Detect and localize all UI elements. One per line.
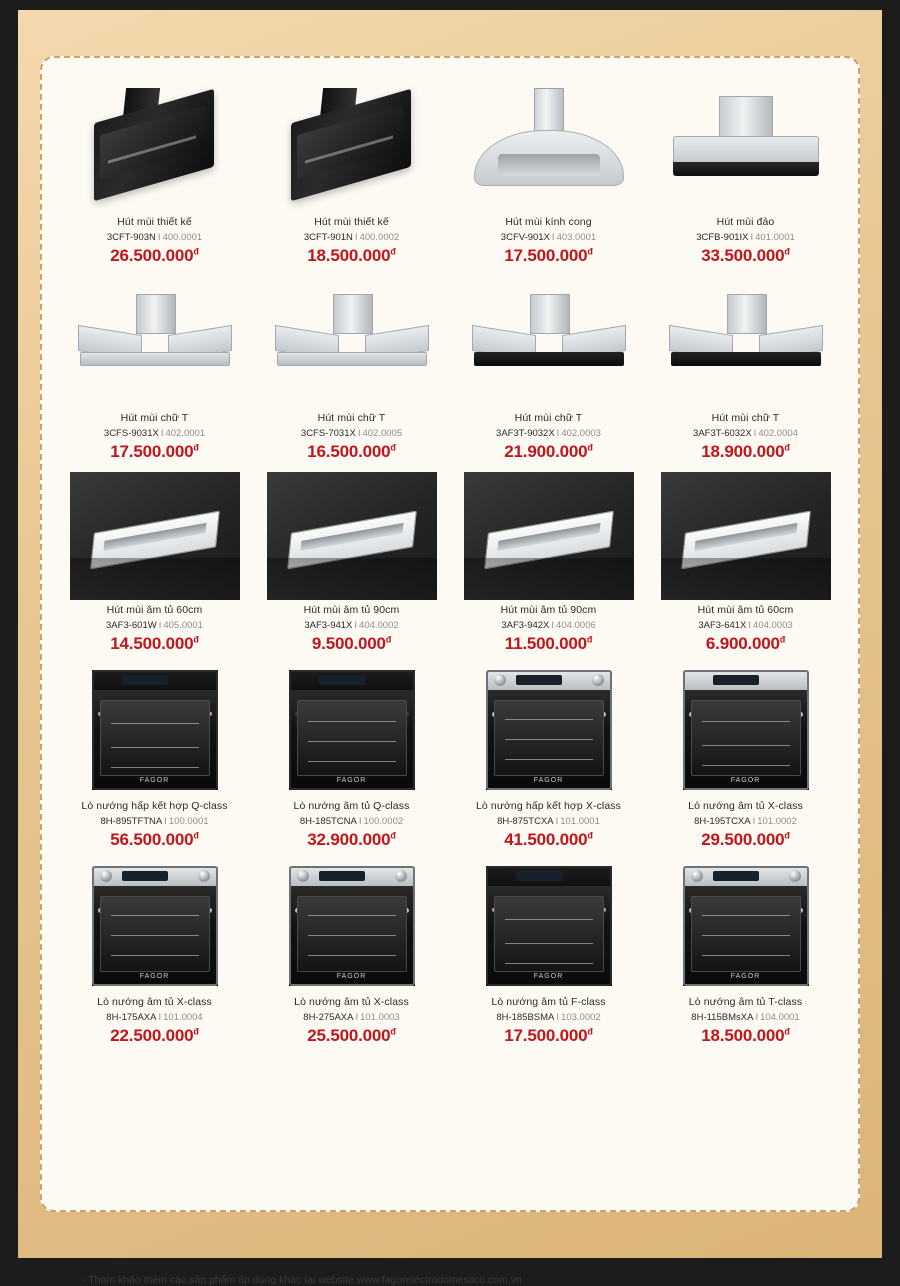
product-price — [312, 634, 391, 654]
product-code — [106, 1012, 202, 1023]
product-ref: 402.0005 — [362, 428, 403, 439]
price-value: 16.500.000 — [307, 442, 391, 461]
product-card — [647, 270, 844, 466]
price-value: 21.900.000 — [504, 442, 588, 461]
product-price — [504, 1026, 592, 1046]
price-value: 18.500.000 — [307, 246, 391, 265]
product-price — [307, 830, 395, 850]
currency-symbol: đ — [390, 442, 396, 453]
product-price — [504, 442, 592, 462]
product-model: 3CFT-903N — [106, 232, 156, 243]
product-price — [110, 442, 198, 462]
product-code — [496, 428, 601, 439]
product-card — [253, 270, 450, 466]
price-value: 18.900.000 — [701, 442, 785, 461]
price-value: 56.500.000 — [110, 830, 194, 849]
product-ref: 403.0001 — [556, 232, 597, 243]
product-ref: 405.0001 — [163, 620, 203, 631]
product-image: FAGOR — [257, 860, 446, 992]
product-ref: 400.0002 — [359, 232, 400, 243]
product-image: FAGOR — [257, 664, 446, 796]
product-code — [100, 816, 208, 827]
code-separator: I — [551, 620, 555, 631]
product-ref: 404.0003 — [753, 620, 793, 631]
code-separator: I — [160, 428, 164, 439]
product-ref: 402.0003 — [561, 428, 601, 439]
product-code — [497, 816, 600, 827]
product-image — [60, 276, 249, 408]
product-ref: 400.0001 — [162, 232, 203, 243]
product-image: FAGOR — [454, 860, 643, 992]
product-card — [647, 74, 844, 270]
product-model: 8H-875TCXA — [497, 816, 554, 827]
currency-symbol: đ — [193, 442, 199, 453]
currency-symbol: đ — [779, 634, 786, 645]
price-value: 41.500.000 — [504, 830, 588, 849]
product-price — [505, 634, 592, 654]
product-card — [450, 466, 647, 658]
product-code — [106, 620, 203, 631]
product-code — [303, 1012, 399, 1023]
product-code — [304, 232, 399, 243]
code-separator: I — [556, 1012, 560, 1023]
product-image — [257, 472, 446, 600]
product-name: Hút mùi thiết kế — [117, 216, 192, 228]
currency-symbol: đ — [390, 830, 396, 841]
product-name: Hút mùi chữ T — [514, 412, 583, 424]
product-price — [307, 1026, 395, 1046]
product-name: Lò nướng âm tủ X-class — [97, 996, 212, 1008]
product-image: FAGOR — [651, 664, 840, 796]
code-separator: I — [551, 232, 555, 243]
product-card — [450, 270, 647, 466]
product-code — [300, 816, 403, 827]
catalog-page — [18, 10, 882, 1286]
product-ref: 101.0004 — [163, 1012, 203, 1023]
product-name: Lò nướng âm tủ F-class — [491, 996, 606, 1008]
product-model: 3CFB-901IX — [696, 232, 749, 243]
product-image — [651, 472, 840, 600]
currency-symbol: đ — [587, 246, 593, 257]
product-image: FAGOR — [651, 860, 840, 992]
product-card — [450, 658, 647, 854]
currency-symbol: đ — [784, 830, 790, 841]
product-ref: 101.0003 — [360, 1012, 400, 1023]
product-ref: 100.0001 — [168, 816, 209, 827]
product-ref: 404.0002 — [359, 620, 399, 631]
product-card — [450, 854, 647, 1050]
product-name: Hút mùi thiết kế — [314, 216, 389, 228]
code-separator: I — [358, 816, 362, 827]
product-card — [647, 466, 844, 658]
product-code — [496, 1012, 600, 1023]
currency-symbol: đ — [385, 634, 392, 645]
product-image — [454, 472, 643, 600]
product-card — [253, 74, 450, 270]
product-code — [691, 1012, 799, 1023]
currency-symbol: đ — [784, 1026, 790, 1037]
price-value: 26.500.000 — [110, 246, 194, 265]
code-separator: I — [158, 1012, 162, 1023]
product-code — [698, 620, 792, 631]
product-name: Hút mùi chữ T — [317, 412, 386, 424]
product-ref: 104.0001 — [760, 1012, 800, 1023]
product-card — [647, 854, 844, 1050]
product-price — [504, 246, 592, 266]
product-model: 3AF3-601W — [106, 620, 157, 631]
price-value: 17.500.000 — [110, 442, 194, 461]
product-model: 8H-175AXA — [106, 1012, 157, 1023]
product-ref: 404.0006 — [556, 620, 596, 631]
price-value: 32.900.000 — [307, 830, 391, 849]
price-value: 17.500.000 — [504, 1026, 588, 1045]
product-image — [60, 472, 249, 600]
product-price — [110, 246, 198, 266]
price-value: 22.500.000 — [110, 1026, 194, 1045]
product-code — [107, 232, 202, 243]
price-value: 14.500.000 — [110, 634, 194, 653]
product-model: 3AF3-641X — [698, 620, 747, 631]
product-card — [253, 466, 450, 658]
currency-symbol: đ — [390, 1026, 396, 1037]
code-separator: I — [750, 232, 754, 243]
price-value: 17.500.000 — [504, 246, 588, 265]
product-code — [304, 620, 398, 631]
product-model: 8H-195TCXA — [694, 816, 751, 827]
product-name: Lò nướng âm tủ X-class — [294, 996, 409, 1008]
product-name: Lò nướng âm tủ X-class — [688, 800, 803, 812]
product-image — [60, 80, 249, 212]
product-ref: 402.0004 — [758, 428, 798, 439]
product-model: 3CFV-901X — [500, 232, 550, 243]
product-model: 3AF3-941X — [304, 620, 353, 631]
product-name: Hút mùi âm tủ 90cm — [303, 604, 400, 616]
product-ref: 103.0002 — [561, 1012, 601, 1023]
product-model: 3CFS-7031X — [300, 428, 356, 439]
price-value: 25.500.000 — [307, 1026, 391, 1045]
product-code — [694, 816, 797, 827]
product-code — [696, 232, 795, 243]
product-price — [504, 830, 592, 850]
product-card — [56, 74, 253, 270]
code-separator: I — [354, 620, 358, 631]
code-separator: I — [555, 816, 559, 827]
code-separator: I — [354, 232, 358, 243]
product-price — [307, 246, 395, 266]
product-image: FAGOR — [454, 664, 643, 796]
product-name: Hút mùi kính cong — [505, 216, 592, 228]
product-model: 8H-895TFTNA — [100, 816, 163, 827]
code-separator: I — [164, 816, 167, 827]
product-model: 3AF3-942X — [501, 620, 550, 631]
product-name: Hút mùi đảo — [716, 216, 775, 228]
product-model: 3AF3T-6032X — [693, 428, 752, 439]
product-card — [56, 270, 253, 466]
code-separator: I — [748, 620, 752, 631]
currency-symbol: đ — [586, 634, 593, 645]
price-value: 33.500.000 — [701, 246, 785, 265]
price-value: 18.500.000 — [701, 1026, 785, 1045]
code-separator: I — [357, 428, 361, 439]
product-code — [501, 620, 595, 631]
product-ref: 101.0001 — [560, 816, 600, 827]
product-price — [110, 1026, 198, 1046]
product-price — [307, 442, 395, 462]
product-price — [701, 442, 789, 462]
product-price — [706, 634, 785, 654]
currency-symbol: đ — [587, 442, 593, 453]
currency-symbol: đ — [193, 246, 199, 257]
product-image — [454, 276, 643, 408]
currency-symbol: đ — [784, 246, 790, 257]
currency-symbol: đ — [193, 830, 199, 841]
product-image: FAGOR — [60, 664, 249, 796]
product-card — [56, 854, 253, 1050]
product-name: Hút mùi chữ T — [711, 412, 780, 424]
product-name: Hút mùi âm tủ 60cm — [697, 604, 794, 616]
product-model: 8H-185BSMA — [496, 1012, 555, 1023]
product-name: Lò nướng âm tủ Q-class — [293, 800, 410, 812]
product-image — [257, 276, 446, 408]
product-card — [253, 854, 450, 1050]
currency-symbol: đ — [193, 1026, 199, 1037]
code-separator: I — [752, 816, 756, 827]
product-model: 8H-115BMsXA — [691, 1012, 754, 1023]
product-ref: 402.0001 — [165, 428, 206, 439]
currency-symbol: đ — [587, 830, 593, 841]
product-card — [647, 658, 844, 854]
product-name: Lò nướng hấp kết hợp Q-class — [81, 800, 228, 812]
product-ref: 101.0002 — [757, 816, 797, 827]
footer-note: - Tham khảo thêm các sản phẩm áp dụng khác tại website www.fagorelectrodomestico.com.vn — [82, 1274, 522, 1286]
product-image: FAGOR — [60, 860, 249, 992]
product-grid — [56, 74, 844, 1050]
product-card — [56, 658, 253, 854]
product-price — [701, 830, 789, 850]
product-code — [501, 232, 596, 243]
product-price — [701, 246, 789, 266]
product-sheet — [40, 56, 860, 1286]
product-card — [450, 74, 647, 270]
code-separator: I — [556, 428, 560, 439]
product-image — [651, 80, 840, 212]
price-value: 9.500.000 — [311, 634, 386, 653]
product-price — [110, 634, 198, 654]
product-name: Lò nướng âm tủ T-class — [688, 996, 803, 1008]
price-value: 6.900.000 — [705, 634, 780, 653]
code-separator: I — [157, 232, 161, 243]
product-card — [56, 466, 253, 658]
currency-symbol: đ — [587, 1026, 593, 1037]
code-separator: I — [158, 620, 162, 631]
product-model: 8H-275AXA — [303, 1012, 354, 1023]
product-model: 3CFS-9031X — [103, 428, 159, 439]
product-price — [701, 1026, 789, 1046]
product-name: Lò nướng hấp kết hợp X-class — [475, 800, 621, 812]
product-model: 3CFT-901N — [303, 232, 353, 243]
product-code — [693, 428, 798, 439]
code-separator: I — [753, 428, 757, 439]
product-image — [257, 80, 446, 212]
currency-symbol: đ — [390, 246, 396, 257]
price-value: 29.500.000 — [701, 830, 785, 849]
product-price — [110, 830, 198, 850]
product-ref: 100.0002 — [363, 816, 404, 827]
product-model: 8H-185TCNA — [299, 816, 357, 827]
product-name: Hút mùi chữ T — [120, 412, 189, 424]
currency-symbol: đ — [784, 442, 790, 453]
product-image — [651, 276, 840, 408]
product-code — [104, 428, 205, 439]
price-value: 11.500.000 — [504, 634, 587, 653]
product-model: 3AF3T-9032X — [496, 428, 555, 439]
code-separator: I — [755, 1012, 759, 1023]
product-name: Hút mùi âm tủ 90cm — [500, 604, 597, 616]
product-code — [301, 428, 402, 439]
product-image — [454, 80, 643, 212]
product-card — [253, 658, 450, 854]
product-ref: 401.0001 — [755, 232, 795, 243]
currency-symbol: đ — [193, 634, 199, 645]
code-separator: I — [355, 1012, 359, 1023]
product-name: Hút mùi âm tủ 60cm — [106, 604, 203, 616]
